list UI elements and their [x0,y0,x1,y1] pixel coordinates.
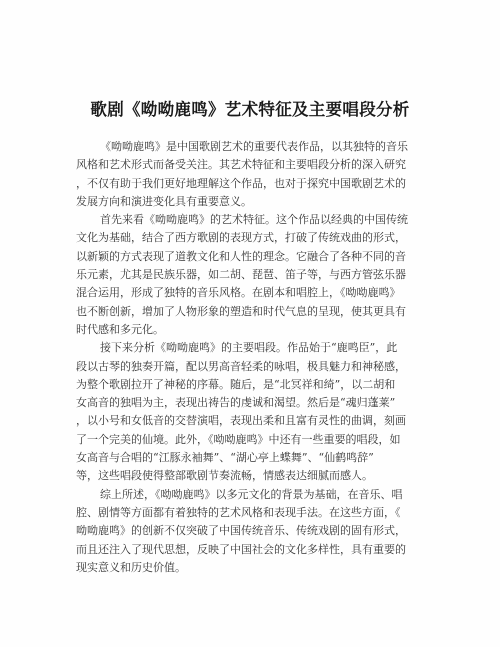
text-line: ，以小号和女低音的交替演唱，表现出柔和且富有灵性的曲调，刻画 [76,414,406,428]
text-line: 呦呦鹿鸣》的创新不仅突破了中国传统音乐、传统戏剧的固有形式， [76,524,406,538]
text-line: 现实意义和历史价值。 [76,560,186,574]
text-line: 文化为基础，结合了西方歌剧的表现方式，打破了传统戏曲的形式， [76,231,406,245]
text-line: 时代感和多元化。 [76,322,164,336]
text-line: 女高音与合唱的“江豚永袖舞”、“湖心亭上蝶舞”、“仙鹤鸣辞” [76,451,374,465]
text-line: 女高音的独唱为主，表现出祷告的虔诚和渴望。然后是“魂归蓬莱” [76,396,396,410]
text-line: 腔、剧情等方面都有着独特的艺术风格和表现手法。在这些方面，《 [76,505,401,519]
text-line: 了一个完美的仙境。此外，《呦呦鹿鸣》中还有一些重要的唱段，如 [76,432,401,446]
text-line: 发展方向和演进变化具有重要意义。 [76,194,252,208]
paragraph-conclusion [76,486,428,577]
document-body [76,138,428,577]
text-line: ，不仅有助于我们更好地理解这个作品，也对于探究中国歌剧艺术的 [76,176,406,190]
text-line: 等，这些唱段使得整部歌剧节奏流畅，情感表达细腻而感人。 [76,469,373,483]
text-line: 《呦呦鹿鸣》是中国歌剧艺术的重要代表作品，以其独特的音乐 [100,140,408,153]
text-line: 为整个歌剧拉开了神秘的序幕。随后，是“北冥祥和绮”，以二胡和 [76,377,396,391]
text-line: 混合运用，形成了独特的音乐风格。在剧本和唱腔上，《呦呦鹿鸣》 [76,286,401,300]
text-line: 接下来分析《呦呦鹿鸣》的主要唱段。作品始于“鹿鸣臣”，此 [100,341,398,355]
text-line: 段以古琴的独奏开篇，配以男高音轻柔的咏唱，极具魅力和神秘感， [76,359,406,373]
text-line: 也不断创新，增加了人物形象的塑造和时代气息的呈现，使其更具有 [76,304,406,318]
text-line: 以新颖的方式表现了道教文化和人性的理念。它融合了各种不同的音 [76,249,406,263]
text-line: 风格和艺术形式而备受关注。其艺术特征和主要唱段分析的深入研究 [76,158,406,172]
text-line: 综上所述，《呦呦鹿鸣》以多元文化的背景为基础，在音乐、唱 [100,487,403,501]
text-line: 而且还注入了现代思想，反映了中国社会的文化多样性，具有重要的 [76,542,406,556]
text-line: 乐元素，尤其是民族乐器，如二胡、琵琶、笛子等，与西方管弦乐器 [76,268,406,282]
document-title: 歌剧《呦呦鹿鸣》艺术特征及主要唱段分析 [90,100,410,119]
paragraph-main-arias [76,339,428,485]
paragraph-artistic-features [76,211,428,339]
text-line: 首先来看《呦呦鹿鸣》的艺术特征。这个作品以经典的中国传统 [100,213,408,227]
paragraph-intro [76,138,428,211]
